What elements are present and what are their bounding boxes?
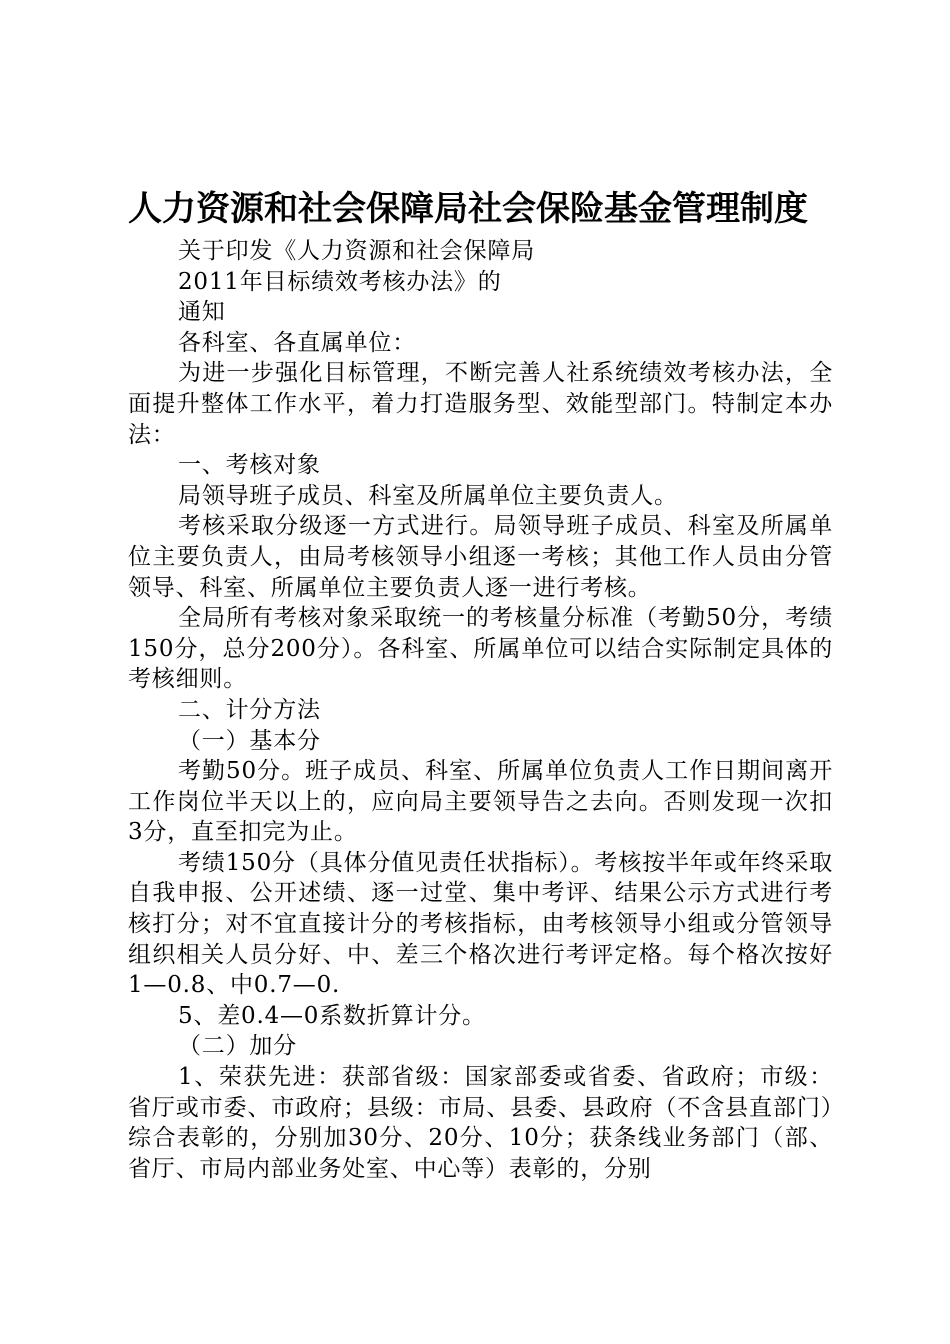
subsection-heading-base-score: （一）基本分 [178,727,321,754]
paragraph-notice-title-line1: 关于印发《人力资源和社会保障局 [178,238,535,264]
paragraph-attendance: 考勤50分。班子成员、科室、所属单位负责人工作日期间离开工作岗位半天以上的，应向局主要领导告之去向。否则发现一次扣3分，直至扣完为止。 [128,758,833,846]
document-title: 人力资源和社会保障局社会保险基金管理制度 [128,189,808,229]
paragraph-addressee: 各科室、各直属单位： [178,329,416,356]
paragraph-notice-title-line2: 2011年目标绩效考核办法》的 [178,268,502,295]
paragraph-notice-title-line3: 通知 [178,299,226,326]
paragraph-intro: 为进一步强化目标管理，不断完善人社系统绩效考核办法，全面提升整体工作水平，着力打造服务型、效能型部门。特制定本办法： [128,360,833,448]
section-heading-scoring-method: 二、计分方法 [178,696,321,723]
document-body [128,236,833,1184]
paragraph-performance: 考绩150分（具体分值见责任状指标）。考核按半年或年终采取自我申报、公开述绩、逐一过堂、集中考评、结果公示方式进行考核打分；对不宜直接计分的考核指标，由考核领导小组或分管领导组织相关人员分好、中、差三个格次进行考评定格。每个格次按好1—0.8、中0.7—0. [128,849,833,999]
paragraph-targets: 局领导班子成员、科室及所属单位主要负责人。 [178,482,678,509]
paragraph-honors: 1、荣获先进：获部省级：国家部委或省委、省政府；市级：省厅或市委、市政府；县级：市局、县委、县政府（不含县直部门）综合表彰的，分别加30分、20分、10分；获条线业务部门（部、省厅、市局内部业务处室、中心等）表彰的，分别 [128,1064,833,1182]
subsection-heading-bonus: （二）加分 [178,1033,297,1060]
paragraph-assessment-method: 考核采取分级逐一方式进行。局领导班子成员、科室及所属单位主要负责人，由局考核领导小组逐一考核；其他工作人员由分管领导、科室、所属单位主要负责人逐一进行考核。 [128,513,833,601]
paragraph-scoring-standard: 全局所有考核对象采取统一的考核量分标准（考勤50分，考绩150分，总分200分）。各科室、所属单位可以结合实际制定具体的考核细则。 [128,605,833,693]
paragraph-coefficient: 5、差0.4—0系数折算计分。 [178,1002,486,1029]
section-heading-assessment-targets: 一、考核对象 [178,452,321,479]
